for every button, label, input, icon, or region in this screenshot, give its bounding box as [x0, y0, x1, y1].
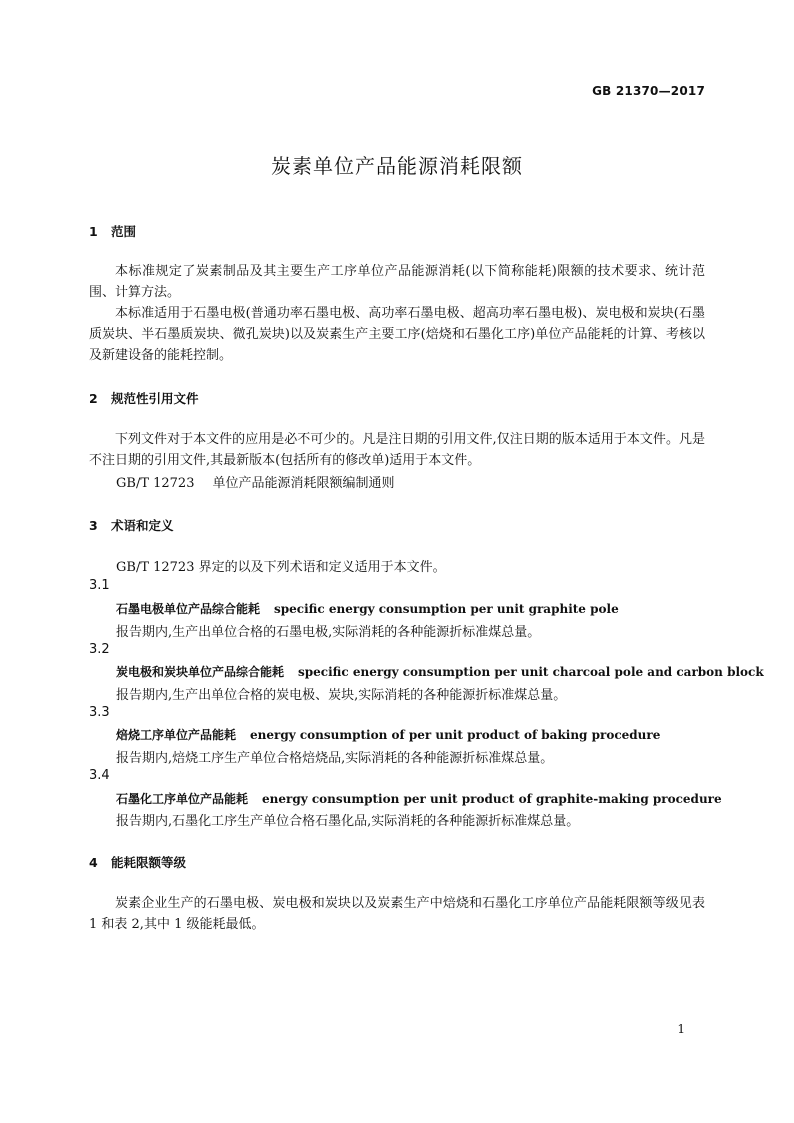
section-number: 2: [89, 391, 98, 406]
term-english: specific energy consumption per unit charcoal pole and carbon block: [298, 665, 764, 679]
term-number: 3.1: [89, 578, 110, 593]
page-number: 1: [677, 1022, 685, 1036]
section-title: 术语和定义: [111, 518, 174, 533]
term-chinese: 石墨化工序单位产品能耗: [116, 792, 249, 806]
term-entry: [116, 663, 764, 680]
term-definition: 报告期内,焙烧工序生产单位合格焙烧品,实际消耗的各种能源折标准煤总量。: [116, 751, 554, 766]
term-chinese: 焙烧工序单位产品能耗: [116, 728, 237, 742]
section-1-heading: [89, 222, 136, 240]
term-number: 3.2: [89, 642, 110, 657]
section-4-heading: [89, 853, 186, 871]
section-number: 4: [89, 855, 98, 870]
standard-code: GB 21370—2017: [592, 84, 705, 98]
term-entry: [116, 790, 722, 807]
section-3-heading: [89, 516, 174, 534]
term-number: 3.3: [89, 705, 110, 720]
term-chinese: 石墨电极单位产品综合能耗: [116, 602, 261, 616]
term-definition: 报告期内,生产出单位合格的石墨电极,实际消耗的各种能源折标准煤总量。: [116, 625, 541, 640]
term-definition: 报告期内,石墨化工序生产单位合格石墨化品,实际消耗的各种能源折标准煤总量。: [116, 814, 580, 829]
section-title: 能耗限额等级: [111, 855, 187, 870]
reference-title: 单位产品能源消耗限额编制通则: [212, 476, 395, 491]
section-3-intro: GB/T 12723 界定的以及下列术语和定义适用于本文件。: [116, 560, 446, 575]
term-english: energy consumption per unit product of graphite-making procedure: [262, 792, 722, 806]
section-number: 1: [89, 224, 98, 239]
section-1-paragraph-1: 本标准规定了炭素制品及其主要生产工序单位产品能源消耗(以下简称能耗)限额的技术要求、统计范围、计算方法。: [89, 264, 705, 300]
section-1-paragraph-2: 本标准适用于石墨电极(普通功率石墨电极、高功率石墨电极、超高功率石墨电极)、炭电极和炭块(石墨质炭块、半石墨质炭块、微孔炭块)以及炭素生产主要工序(焙烧和石墨化工序)单位产品能耗的计算、考核以及新建设备的能耗控制。: [89, 306, 705, 363]
term-chinese: 炭电极和炭块单位产品综合能耗: [116, 665, 285, 679]
term-entry: [116, 600, 619, 617]
term-definition: 报告期内,生产出单位合格的炭电极、炭块,实际消耗的各种能源折标准煤总量。: [116, 688, 567, 703]
term-number: 3.4: [89, 768, 110, 783]
section-2-paragraph-1: 下列文件对于本文件的应用是必不可少的。凡是注日期的引用文件,仅注日期的版本适用于本文件。凡是不注日期的引用文件,其最新版本(包括所有的修改单)适用于本文件。: [89, 432, 705, 468]
section-4-paragraph-1: 炭素企业生产的石墨电极、炭电极和炭块以及炭素生产中焙烧和石墨化工序单位产品能耗限额等级见表 1 和表 2,其中 1 级能耗最低。: [89, 896, 705, 932]
term-entry: [116, 726, 660, 743]
reference-code: GB/T 12723: [116, 476, 195, 491]
document-title: 炭素单位产品能源消耗限额: [271, 154, 523, 178]
section-title: 规范性引用文件: [111, 391, 199, 406]
term-english: specific energy consumption per unit graphite pole: [274, 602, 619, 616]
term-english: energy consumption of per unit product of baking procedure: [250, 728, 661, 742]
section-2-heading: [89, 389, 199, 407]
normative-reference: [116, 472, 395, 491]
section-title: 范围: [111, 224, 137, 239]
section-number: 3: [89, 518, 98, 533]
